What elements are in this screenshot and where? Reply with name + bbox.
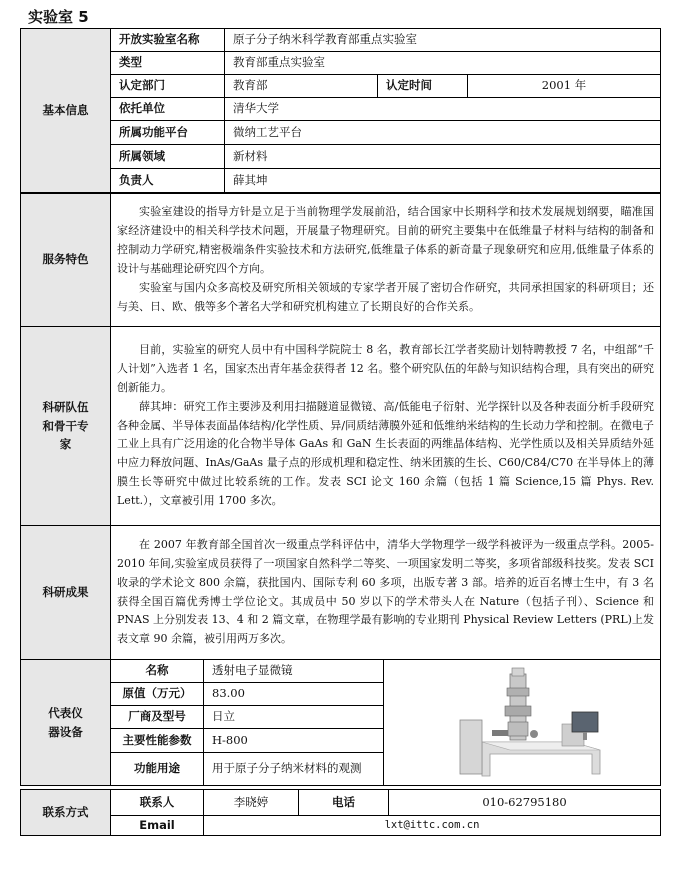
section-contact: 联系方式	[21, 790, 111, 836]
label-phone: 电话	[299, 790, 389, 816]
contact-table	[20, 789, 661, 836]
value-approval-time: 2001 年	[468, 75, 661, 98]
section-equipment-label: 代表仪器设备	[48, 706, 83, 739]
basic-info-table	[20, 28, 661, 193]
section-basic-info: 基本信息	[21, 29, 111, 193]
value-email: lxt@ittc.com.cn	[204, 816, 661, 836]
section-results: 科研成果	[21, 526, 111, 660]
label-original-value: 原值（万元）	[111, 683, 204, 706]
section-features: 服务特色	[21, 194, 111, 327]
value-function: 用于原子分子纳米材料的观测	[204, 753, 384, 786]
features-paragraph: 实验室建设的指导方针是立足于当前物理学发展前沿，结合国家中长期科学和技术发展规划纲要，瞄准国家经济建设中的相关科学技术问题，开展量子物理研究。目前的研究主要集中在低维量子材料与结构的制备和控制动力学研究,精密极端条件实验技术和方法研究,低维量子体系的新奇量子现象研究和应用,低维量子体系的设计与基础理论研究四个方向。	[117, 205, 654, 275]
value-authority: 教育部	[225, 75, 378, 98]
label-platform: 所属功能平台	[111, 121, 225, 145]
label-leader: 负责人	[111, 169, 225, 193]
value-manufacturer: 日立	[204, 706, 384, 729]
features-paragraph: 实验室与国内众多高校及研究所相关领域的专家学者开展了密切合作研究，共同承担国家的科研项目；还与美、日、欧、俄等多个著名大学和研究机构建立了长期良好的合作关系。	[117, 280, 654, 313]
value-phone: 010-62795180	[389, 790, 661, 816]
value-parameters: H-800	[204, 729, 384, 753]
value-equipment-name: 透射电子显微镜	[204, 660, 384, 683]
label-authority: 认定部门	[111, 75, 225, 98]
team-paragraph: 目前，实验室的研究人员中有中国科学院院士 8 名，教育部长江学者奖励计划特聘教授 7 名，中组部“千人计划”入选者 1 名，国家杰出青年基金获得者 12 名。整个研究队伍的年龄与知识结构合理，具有突出的研究创新能力。	[117, 342, 654, 394]
label-function: 功能用途	[111, 753, 204, 786]
label-approval-time: 认定时间	[378, 75, 468, 98]
value-platform: 微纳工艺平台	[225, 121, 661, 145]
team-table	[20, 326, 661, 526]
section-team-label: 科研队伍和骨干专家	[42, 400, 89, 452]
label-host-unit: 依托单位	[111, 98, 225, 121]
label-parameters: 主要性能参数	[111, 729, 204, 753]
value-contact-person: 李晓婷	[204, 790, 299, 816]
results-paragraph: 在 2007 年教育部全国首次一级重点学科评估中，清华大学物理学一级学科被评为一级重点学科。2005-2010 年间,实验室成员获得了一项国家自然科学二等奖、一项国家发明二等奖，多项省部级科技奖。发表 SCI 收录的学术论文 800 余篇，获批国内、国际专利 60 多项，出版专著 3 部。培养的近百名博士生中，有 3 名获得全国百篇优秀博士学位论文。其成员中 50 岁以下的学术带头人在 Nature（包括子刊）、Science 和 PNAS 上分别发表 13、4 和 2 篇文章，在物理学最有影响的专业期刊 Physical Review Letters (PRL)上发表文章 90 余篇，被引用两万多次。	[117, 537, 654, 646]
label-lab-name: 开放实验室名称	[111, 29, 225, 52]
value-field: 新材料	[225, 145, 661, 169]
label-contact-person: 联系人	[111, 790, 204, 816]
value-original-value: 83.00	[204, 683, 384, 706]
value-lab-name: 原子分子纳米科学教育部重点实验室	[225, 29, 661, 52]
equipment-photo-cell	[384, 660, 661, 786]
equipment-table	[20, 659, 661, 786]
label-email: Email	[111, 816, 204, 836]
value-host-unit: 清华大学	[225, 98, 661, 121]
electron-microscope-photo	[422, 664, 622, 782]
label-manufacturer: 厂商及型号	[111, 706, 204, 729]
value-leader: 薛其坤	[225, 169, 661, 193]
team-paragraph: 薛其坤：研究工作主要涉及利用扫描隧道显微镜、高/低能电子衍射、光学探针以及各种表面分析手段研究各种金属、半导体表面晶体结构/化学性质、异/同质结薄膜外延和低维纳米结构的生长动力学和控制。在微电子工业上具有广泛用途的化合物半导体 GaAs 和 GaN 生长表面的两维晶体结构、光学性质以及相关异质结外延中应力释放问题、InAs/GaAs 量子点的形成机理和稳定性、纳米团簇的生长、C60/C84/C70 在半导体上的薄膜生长等研究中做过比较系统的工作。发表 SCI 论文 160 余篇（包括 1 篇 Science,15 篇 Phys. Rev. Lett.），文章被引用 1700 多次。	[117, 399, 654, 508]
section-team	[21, 327, 111, 526]
label-type: 类型	[111, 52, 225, 75]
label-equipment-name: 名称	[111, 660, 204, 683]
section-equipment	[21, 660, 111, 786]
value-type: 教育部重点实验室	[225, 52, 661, 75]
features-table	[20, 193, 661, 327]
label-field: 所属领域	[111, 145, 225, 169]
page-title: 实验室 5	[28, 8, 89, 26]
results-table	[20, 525, 661, 660]
